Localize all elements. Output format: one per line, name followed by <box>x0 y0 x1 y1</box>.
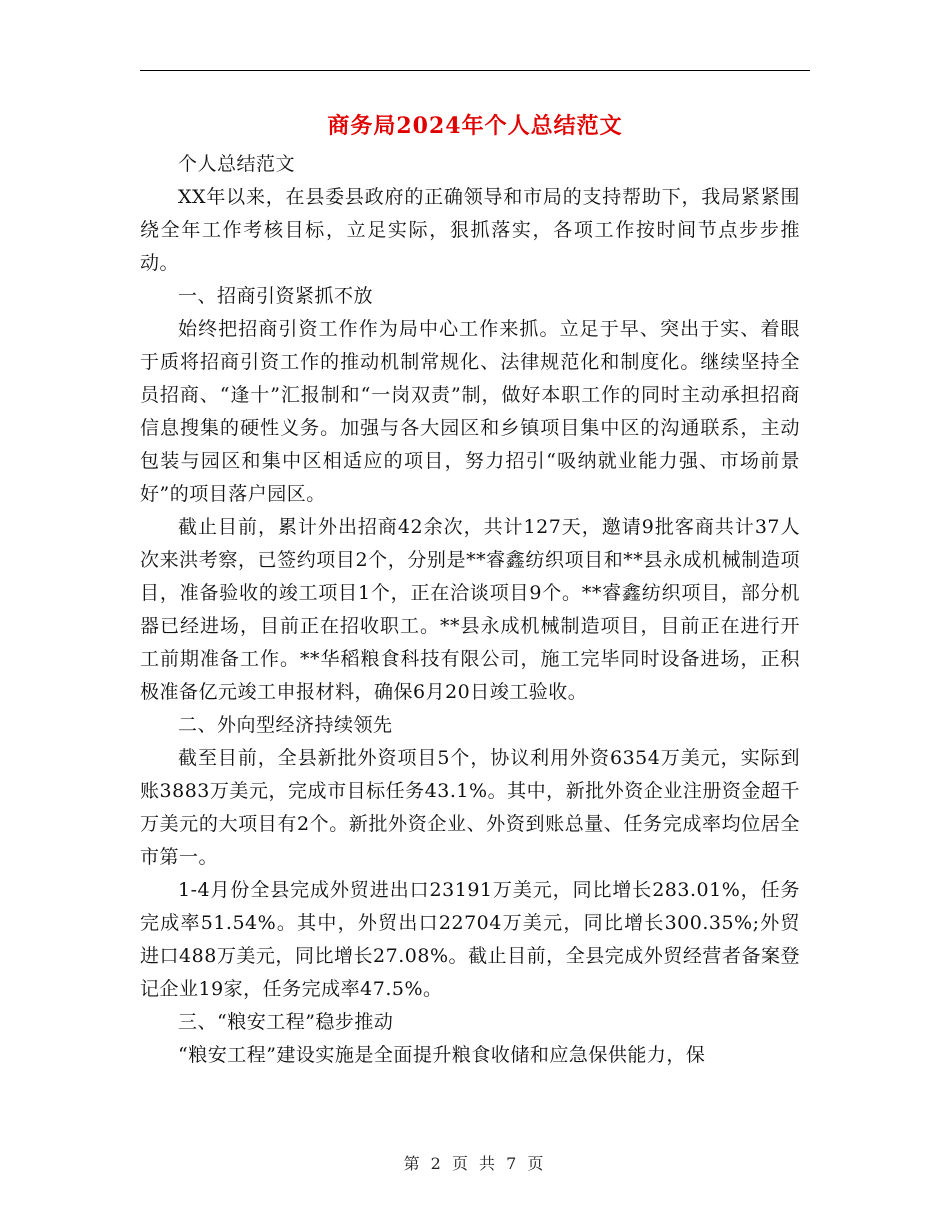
paragraph-foreign-trade: 1-4月份全县完成外贸进出口23191万美元，同比增长283.01%，任务完成率51.54%。其中，外贸出口22704万美元，同比增长300.35%;外贸进口488万美元，同比增长27.08%。截止目前，全县完成外贸经营者备案登记企业19家，任务完成率47.5%。 <box>140 879 800 1000</box>
document-body <box>140 148 800 1072</box>
page-number-footer: 第 2 页 共 7 页 <box>403 1154 547 1173</box>
paragraph-grain-security: “粮安工程”建设实施是全面提升粮食收储和应急保供能力，保 <box>178 1044 706 1066</box>
section-heading-investment: 一、招商引资紧抓不放 <box>178 285 374 307</box>
section-heading-grain-security: 三、“粮安工程”稳步推动 <box>178 1011 394 1033</box>
paragraph-investment-results: 截止目前，累计外出招商42余次，共计127天，邀请9批客商共计37人次来洪考察，已签约项目2个，分别是**睿鑫纺织项目和**县永成机械制造项目，准备验收的竣工项目1个，正在洽谈项目9个。**睿鑫纺织项目，部分机器已经进场，目前正在招收职工。**县永成机械制造项目，目前正在进行开工前期准备工作。**华稻粮食科技有限公司，施工完毕同时设备进场，正积极准备亿元竣工申报材料，确保6月20日竣工验收。 <box>140 516 800 703</box>
header-rule <box>140 70 810 71</box>
paragraph-intro: XX年以来，在县委县政府的正确领导和市局的支持帮助下，我局紧紧围绕全年工作考核目标，立足实际，狠抓落实，各项工作按时间节点步步推动。 <box>140 186 800 274</box>
document-title: 商务局2024年个人总结范文 <box>327 113 623 139</box>
paragraph-investment-mechanism: 始终把招商引资工作作为局中心工作来抓。立足于早、突出于实、着眼于质将招商引资工作的推动机制常规化、法律规范化和制度化。继续坚持全员招商、“逢十”汇报制和“一岗双责”制，做好本职工作的同时主动承担招商信息搜集的硬性义务。加强与各大园区和乡镇项目集中区的沟通联系，主动包装与园区和集中区相适应的项目，努力招引“吸纳就业能力强、市场前景好”的项目落户园区。 <box>140 318 800 505</box>
section-heading-foreign-economy: 二、外向型经济持续领先 <box>178 714 393 736</box>
paragraph-subtitle: 个人总结范文 <box>178 153 296 175</box>
paragraph-foreign-investment: 截至目前，全县新批外资项目5个，协议利用外资6354万美元，实际到账3883万美元，完成市目标任务43.1%。其中，新批外资企业注册资金超千万美元的大项目有2个。新批外资企业、外资到账总量、任务完成率均位居全市第一。 <box>140 747 800 868</box>
